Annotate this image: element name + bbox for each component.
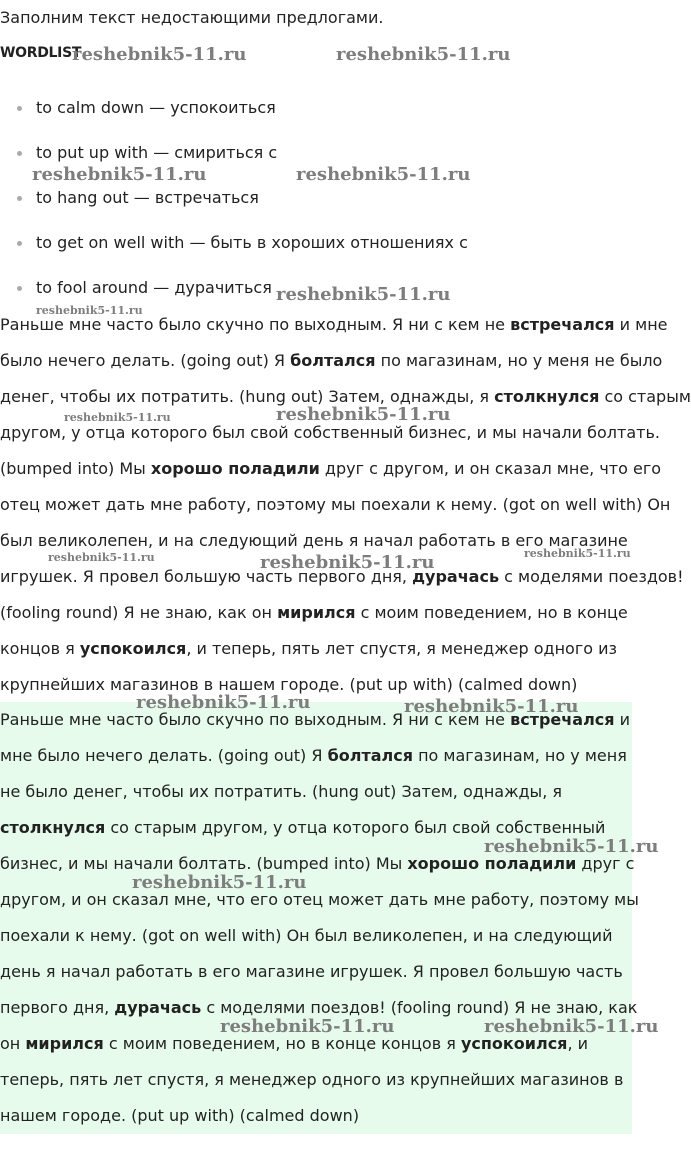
- watermark: reshebnik5-11.ru: [48, 551, 155, 564]
- wordlist-item: [0, 96, 680, 141]
- watermark: reshebnik5-11.ru: [36, 304, 143, 317]
- bullet-icon: [17, 241, 22, 246]
- text-line: [0, 451, 680, 487]
- highlighted-phrase: столкнулся: [494, 387, 600, 406]
- watermark: reshebnik5-11.ru: [336, 44, 511, 65]
- text-segment: игрушек. Я провел большую часть первого дня,: [0, 567, 413, 586]
- text-segment: по магазинам, но у меня не было: [375, 351, 663, 370]
- text-segment: бизнес, и мы начали болтать. (bumped into) Мы: [0, 854, 408, 873]
- text-segment: друг с: [576, 854, 635, 873]
- text-segment: (fooling round) Я не знаю, как он: [0, 603, 278, 622]
- text-segment: со старым другом, у отца которого был свой собственный: [105, 818, 606, 837]
- wordlist-item-text: to hang out — встречаться: [36, 188, 259, 207]
- text-segment: с моделями поездов! (fooling round) Я не знаю, как: [201, 998, 638, 1017]
- intro-text: Заполним текст недостающими предлогами.: [0, 8, 384, 27]
- text-segment: Раньше мне часто было скучно по выходным. Я ни с кем не: [0, 315, 511, 334]
- highlighted-phrase: мирился: [25, 1034, 104, 1053]
- text-segment: Раньше мне часто было скучно по выходным. Я ни с кем не: [0, 710, 511, 729]
- text-segment: , и: [567, 1034, 589, 1053]
- text-segment: было нечего делать. (going out) Я: [0, 351, 291, 370]
- text-segment: и: [614, 710, 631, 729]
- watermark: reshebnik5-11.ru: [524, 547, 631, 560]
- text-line: [0, 954, 632, 990]
- text-segment: другом, у отца которого был свой собственный бизнес, и мы начали болтать.: [0, 423, 660, 442]
- watermark: reshebnik5-11.ru: [404, 696, 579, 717]
- bullet-icon: [17, 196, 22, 201]
- watermark: reshebnik5-11.ru: [276, 404, 451, 425]
- bullet-icon: [17, 106, 22, 111]
- wordlist-item-text: to calm down — успокоиться: [36, 98, 276, 117]
- watermark: reshebnik5-11.ru: [132, 872, 307, 893]
- watermark: reshebnik5-11.ru: [136, 692, 311, 713]
- text-line: [0, 1098, 632, 1134]
- highlighted-phrase: столкнулся: [0, 818, 106, 837]
- text-segment: другом, и он сказал мне, что его отец может дать мне работу, поэтому мы: [0, 890, 639, 909]
- watermark: reshebnik5-11.ru: [276, 284, 451, 305]
- text-segment: концов я: [0, 639, 80, 658]
- bullet-icon: [17, 151, 22, 156]
- highlighted-phrase: мирился: [277, 603, 356, 622]
- wordlist-item-text: to fool around — дурачиться: [36, 278, 272, 297]
- text-segment: теперь, пять лет спустя, я менеджер одного из крупнейших магазинов в: [0, 1070, 624, 1089]
- watermark: reshebnik5-11.ru: [260, 552, 435, 573]
- watermark: reshebnik5-11.ru: [484, 836, 659, 857]
- text-segment: крупнейших магазинов в нашем городе. (put up with) (calmed down): [0, 675, 578, 694]
- wordlist-title: WORDLIST: [0, 45, 82, 61]
- text-line: [0, 343, 680, 379]
- text-line: [0, 595, 680, 631]
- text-line: [0, 1062, 632, 1098]
- text-line: [0, 487, 680, 523]
- answer-text: [0, 702, 639, 1134]
- highlighted-phrase: встречался: [510, 315, 615, 334]
- text-segment: не было денег, чтобы их потратить. (hung out) Затем, однажды, я: [0, 782, 562, 801]
- highlighted-phrase: дурачась: [114, 998, 202, 1017]
- highlighted-phrase: болтался: [327, 746, 413, 765]
- text-line: [0, 918, 632, 954]
- highlighted-phrase: успокоился: [460, 1034, 568, 1053]
- text-segment: , и теперь, пять лет спустя, я менеджер одного из: [186, 639, 618, 658]
- watermark: reshebnik5-11.ru: [484, 1016, 659, 1037]
- highlighted-phrase: успокоился: [79, 639, 187, 658]
- text-segment: он: [0, 1034, 26, 1053]
- text-segment: нашем городе. (put up with) (calmed down): [0, 1106, 360, 1125]
- text-segment: (bumped into) Мы: [0, 459, 151, 478]
- watermark: reshebnik5-11.ru: [32, 164, 207, 185]
- text-segment: с моим поведением, но в конце: [355, 603, 628, 622]
- wordlist-item-text: to put up with — смириться с: [36, 143, 278, 162]
- text-segment: со старым: [599, 387, 691, 406]
- wordlist-item: [0, 231, 680, 276]
- exercise-text: [0, 307, 691, 703]
- bullet-icon: [17, 286, 22, 291]
- text-segment: с моим поведением, но в конце концов я: [103, 1034, 461, 1053]
- text-segment: друг с другом, и он сказал мне, что его: [319, 459, 662, 478]
- text-line: [0, 631, 680, 667]
- text-segment: первого дня,: [0, 998, 115, 1017]
- watermark: reshebnik5-11.ru: [72, 44, 247, 65]
- text-segment: с моделями поездов!: [499, 567, 684, 586]
- highlighted-phrase: встречался: [510, 710, 615, 729]
- text-segment: по магазинам, но у меня: [413, 746, 627, 765]
- highlighted-phrase: дурачась: [412, 567, 500, 586]
- watermark: reshebnik5-11.ru: [220, 1016, 395, 1037]
- text-segment: мне было нечего делать. (going out) Я: [0, 746, 328, 765]
- watermark: reshebnik5-11.ru: [64, 411, 171, 424]
- text-segment: поехали к нему. (got on well with) Он был великолепен, и на следующий: [0, 926, 613, 945]
- text-segment: и мне: [614, 315, 668, 334]
- text-line: [0, 738, 632, 774]
- text-segment: был великолепен, и на следующий день я начал работать в его магазине: [0, 531, 628, 550]
- highlighted-phrase: хорошо поладили: [150, 459, 320, 478]
- text-segment: отец может дать мне работу, поэтому мы поехали к нему. (got on well with) Он: [0, 495, 671, 514]
- watermark: reshebnik5-11.ru: [296, 164, 471, 185]
- text-segment: день я начал работать в его магазине игрушек. Я провел большую часть: [0, 962, 623, 981]
- wordlist-item-text: to get on well with — быть в хороших отношениях с: [36, 233, 468, 252]
- text-line: [0, 882, 639, 918]
- text-line: [0, 774, 632, 810]
- highlighted-phrase: болтался: [290, 351, 376, 370]
- text-segment: денег, чтобы их потратить. (hung out) Затем, однажды, я: [0, 387, 495, 406]
- wordlist-item: [0, 186, 680, 231]
- highlighted-phrase: хорошо поладили: [407, 854, 577, 873]
